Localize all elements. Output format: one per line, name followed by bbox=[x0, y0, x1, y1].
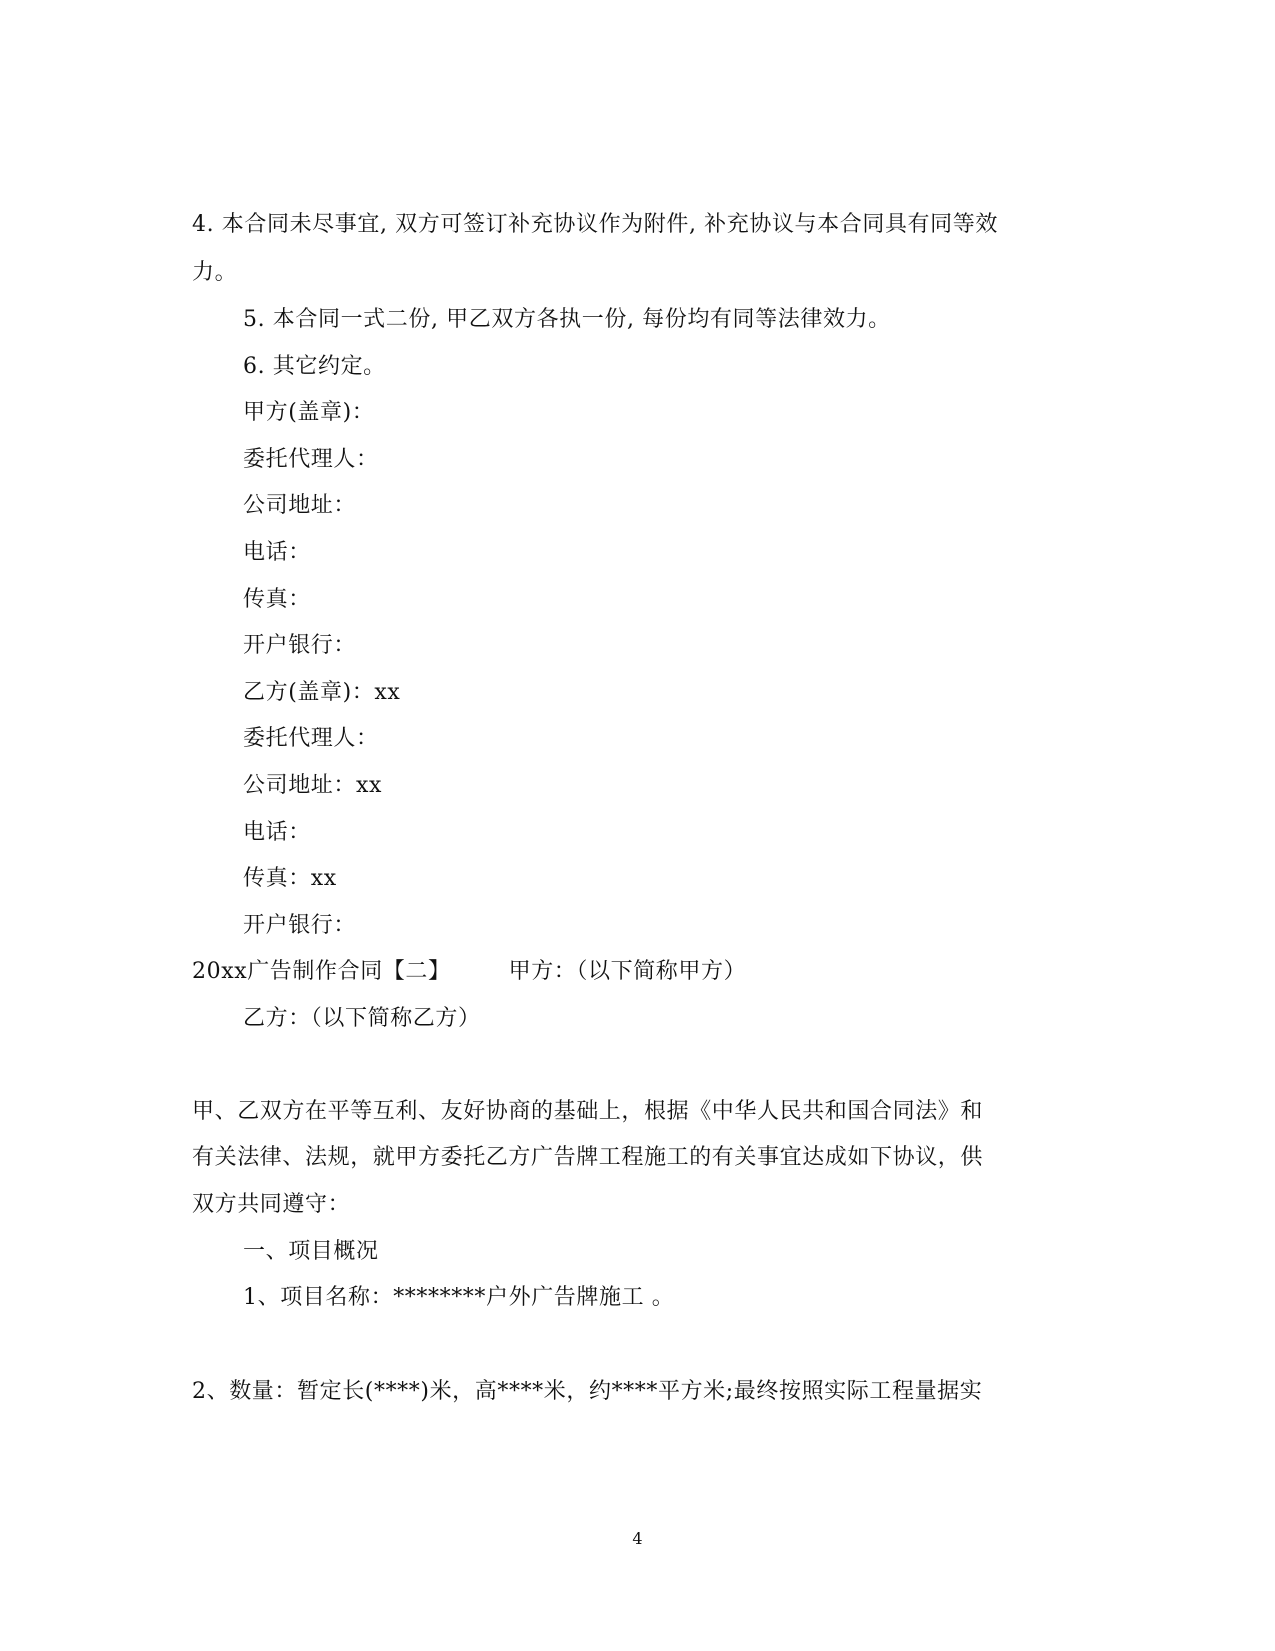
party-b-seal-label: 乙方(盖章)：xx bbox=[243, 680, 401, 705]
party-a-agent-label: 委托代理人： bbox=[243, 447, 379, 472]
contract-two-title: 20xx广告制作合同【二】 bbox=[192, 959, 451, 984]
text-line-clause-6: 6. 其它约定。 bbox=[243, 354, 386, 379]
party-a-intro: 甲方：（以下简称甲方） bbox=[508, 959, 747, 984]
page-number: 4 bbox=[632, 1529, 643, 1548]
text-line-clause-4-cont: 力。 bbox=[192, 260, 238, 285]
party-b-intro: 乙方：（以下简称乙方） bbox=[243, 1006, 481, 1031]
preamble-line-2: 有关法律、法规，就甲方委托乙方广告牌工程施工的有关事宜达成如下协议，供 bbox=[192, 1145, 984, 1170]
party-b-address-label: 公司地址：xx bbox=[243, 773, 383, 798]
party-b-bank-label: 开户银行： bbox=[243, 913, 357, 938]
item-project-name: 1、项目名称：********户外广告牌施工 。 bbox=[243, 1285, 675, 1310]
preamble-line-3: 双方共同遵守： bbox=[192, 1192, 351, 1217]
text-line-clause-4: 4. 本合同未尽事宜, 双方可签订补充协议作为附件, 补充协议与本合同具有同等效 bbox=[192, 212, 998, 237]
preamble-line-1: 甲、乙双方在平等互利、友好协商的基础上，根据《中华人民共和国合同法》和 bbox=[192, 1099, 984, 1124]
contract-two-heading-line bbox=[192, 957, 746, 987]
party-a-phone-label: 电话： bbox=[243, 540, 311, 565]
section-heading-project-overview: 一、项目概况 bbox=[243, 1239, 379, 1264]
party-a-fax-label: 传真： bbox=[243, 587, 311, 612]
party-b-fax-label: 传真：xx bbox=[243, 866, 337, 891]
item-quantity: 2、数量：暂定长(****)米，高****米，约****平方米;最终按照实际工程量据实 bbox=[192, 1379, 983, 1404]
text-line-clause-5: 5. 本合同一式二份, 甲乙双方各执一份, 每份均有同等法律效力。 bbox=[243, 307, 891, 332]
party-a-address-label: 公司地址： bbox=[243, 493, 357, 518]
party-a-bank-label: 开户银行： bbox=[243, 633, 357, 658]
party-a-seal-label: 甲方(盖章)： bbox=[243, 400, 375, 425]
party-b-agent-label: 委托代理人： bbox=[243, 726, 379, 751]
party-b-phone-label: 电话： bbox=[243, 820, 311, 845]
